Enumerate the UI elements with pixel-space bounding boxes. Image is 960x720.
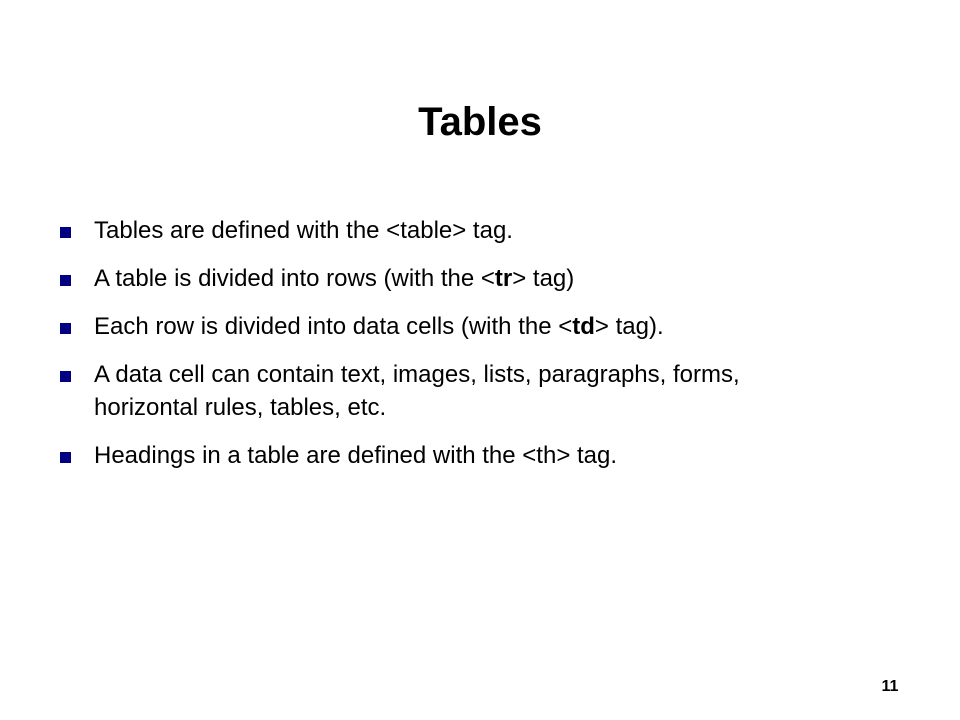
bullet-tag-name: tr bbox=[494, 265, 513, 292]
bullet-text: Headings in a table are defined with the <th> tag. bbox=[94, 442, 618, 469]
square-bullet-icon bbox=[60, 371, 71, 382]
bullet-tag-name: td bbox=[572, 313, 595, 340]
bullet-text: Tables are defined with the <table> tag. bbox=[94, 217, 513, 244]
bullet-text: A table is divided into rows (with the < bbox=[94, 265, 495, 292]
bullet-item-5 bbox=[60, 439, 840, 472]
page-number: 11 bbox=[881, 678, 899, 695]
bullet-list bbox=[60, 214, 840, 487]
square-bullet-icon bbox=[60, 275, 71, 286]
square-bullet-icon bbox=[60, 323, 71, 334]
bullet-text-end: > tag). bbox=[594, 313, 664, 340]
square-bullet-icon bbox=[60, 227, 71, 238]
bullet-text-end: > tag) bbox=[512, 265, 575, 292]
bullet-text: Each row is divided into data cells (with the < bbox=[94, 313, 573, 340]
bullet-item-2 bbox=[60, 262, 840, 295]
slide-title: Tables bbox=[418, 100, 542, 144]
bullet-item-1 bbox=[60, 214, 840, 247]
bullet-text: A data cell can contain text, images, lists, paragraphs, forms, horizontal rules, tables, etc. bbox=[94, 361, 740, 421]
bullet-item-3 bbox=[60, 310, 840, 343]
bullet-item-4 bbox=[60, 358, 840, 424]
square-bullet-icon bbox=[60, 452, 71, 463]
